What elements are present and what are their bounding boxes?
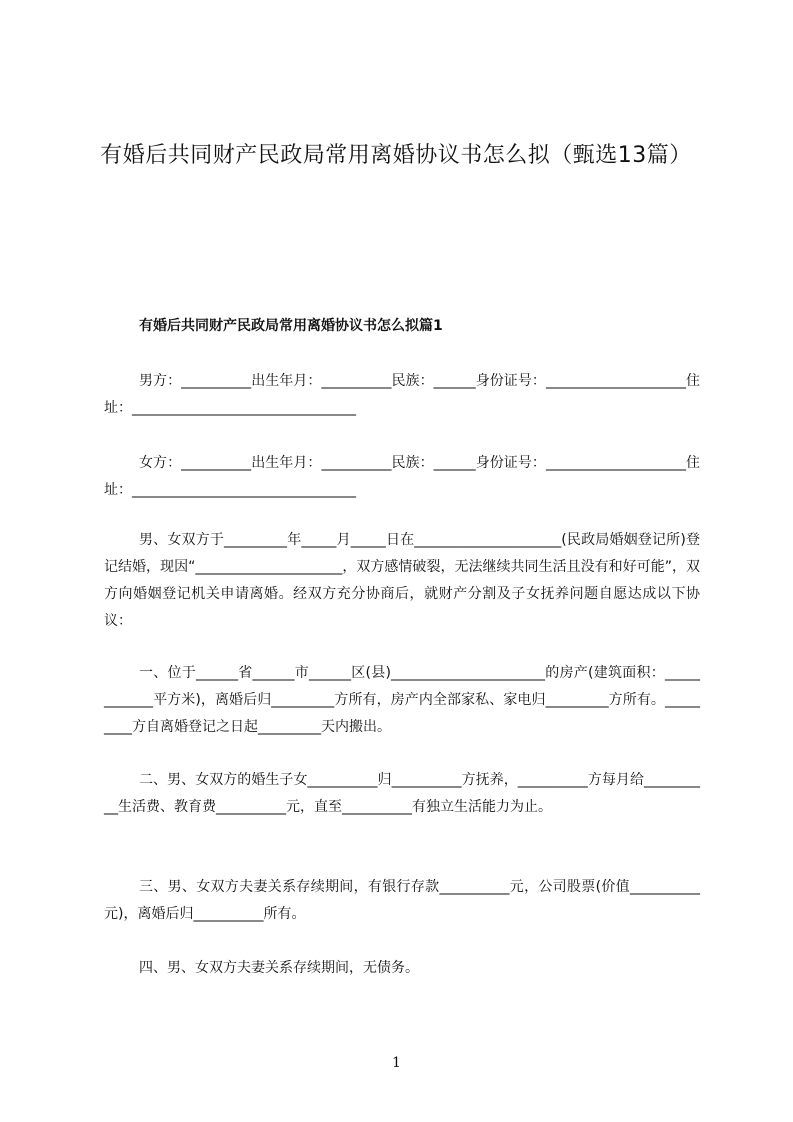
clause-4-debts-paragraph: 四、男、女双方夫妻关系存续期间，无债务。: [139, 960, 419, 976]
marriage-statement-paragraph: 男、女双方于_________年_____月_____日在_____________________(民政局婚姻登记所)登记结婚，现因“_____________________，双方感情破裂，无法继续共同生活且没有和好可能”，双方向婚姻登记机关申请离婚。经双方充分协商后，就财产分割及子女抚养问题自愿达成以下协议：: [104, 532, 700, 629]
section-title: 有婚后共同财产民政局常用离婚协议书怎么拟篇1: [139, 318, 443, 334]
female-info-paragraph: 女方：__________出生年月：__________民族：______身份证号：____________________住址：________________________________: [104, 455, 700, 498]
clause-3-savings-paragraph: 三、男、女双方夫妻关系存续期间，有银行存款__________元，公司股票(价值__________元)，离婚后归__________所有。: [104, 879, 700, 922]
document-title: 有婚后共同财产民政局常用离婚协议书怎么拟（甄选13篇）: [100, 143, 692, 168]
male-info-paragraph: 男方：__________出生年月：__________民族：______身份证号：____________________住址：________________________________: [104, 373, 700, 416]
page-number: 1: [392, 1055, 401, 1071]
clause-1-property-paragraph: 一、位于______省______市______区(县)______________________的房产(建筑面积：____________平方米)，离婚后归_________方所有，房产内全部家私、家电归_________方所有。_________方自离婚登记之日起_________天内搬出。: [104, 665, 700, 735]
clause-2-children-paragraph: 二、男、女双方的婚生子女__________归__________方抚养，__________方每月给__________生活费、教育费__________元，直至__________有独立生活能力为止。: [104, 772, 700, 815]
